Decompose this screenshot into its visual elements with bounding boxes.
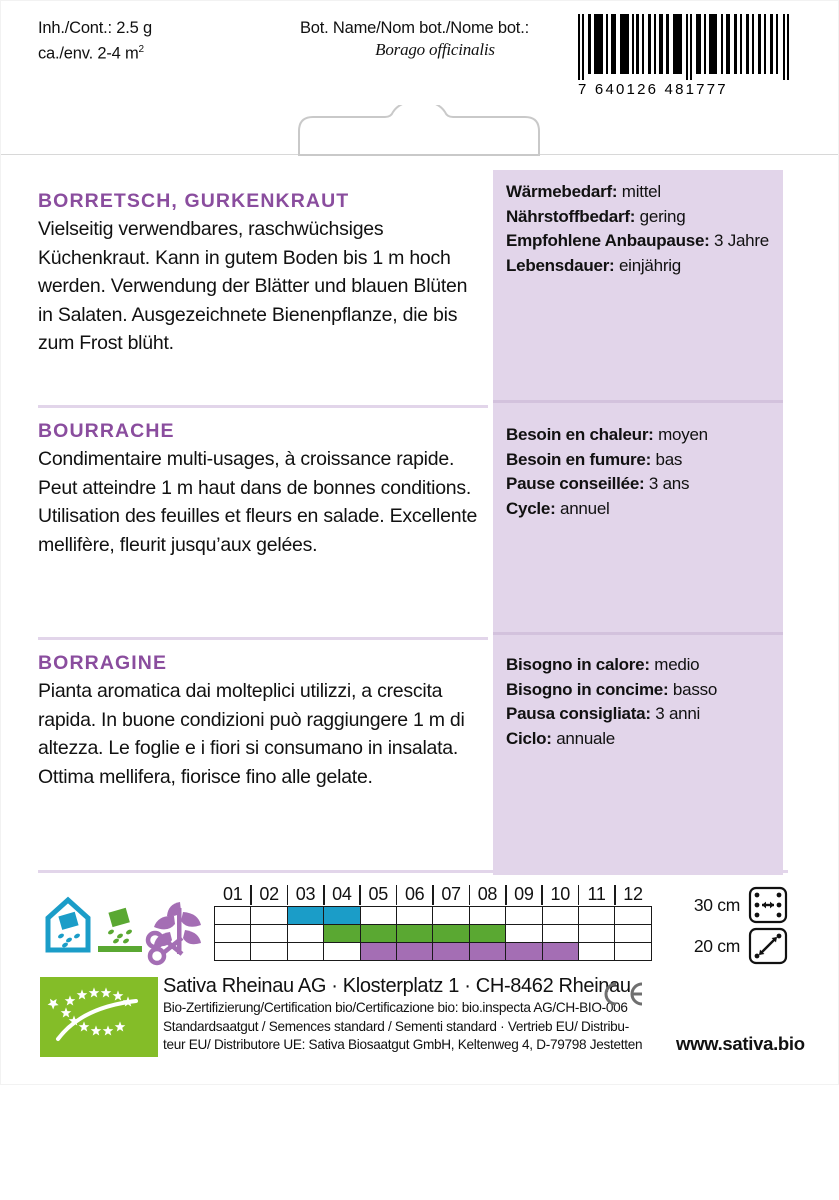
info-row: Cycle: annuel: [506, 498, 610, 518]
calendar-month-label: 09: [506, 882, 542, 907]
calendar-cell: [251, 907, 287, 925]
calendar-cell: [542, 943, 578, 961]
calendar-cell: [215, 907, 251, 925]
calendar-row-harvest: [215, 943, 652, 961]
calendar-cell: [396, 925, 432, 943]
info-block-fr: [506, 423, 778, 521]
plant-distance-icon: [748, 927, 788, 965]
content-area-line: ca./env. 2-4 $m^2$: [38, 44, 144, 63]
square-meter-exponent: 2: [138, 44, 144, 55]
calendar-cell: [506, 943, 542, 961]
info-row: Pause conseillée: 3 ans: [506, 474, 690, 493]
calendar-cell: [615, 925, 651, 943]
info-row: Empfohlene Anbaupause: 3 Jahre: [506, 231, 769, 250]
description-text-fr: Condimentaire multi-usages, à croissance rapide. Peut atteindre 1 m haut dans de bonnes conditions. Utilisation des feuilles et fleurs en salade. Excellente mellifère, fleurit jusqu’aux gelées.: [38, 448, 478, 556]
info-block-de: [506, 180, 778, 278]
sow-indoors-icon: [48, 900, 88, 950]
calendar-month-label: 06: [396, 882, 432, 907]
calendar-cell: [578, 943, 614, 961]
eu-organic-leaf-icon: [40, 977, 158, 1057]
calendar-cell: [215, 943, 251, 961]
calendar-month-label: 02: [251, 882, 287, 907]
sowing-calendar-section: [0, 880, 839, 975]
calendar-month-label: 08: [469, 882, 505, 907]
info-row: Ciclo: annuale: [506, 728, 615, 748]
manufacturer-address-block: [163, 973, 663, 1055]
row-spacing-label: 30 cm: [693, 894, 740, 915]
calendar-cell: [360, 925, 396, 943]
calendar-cell: [396, 907, 432, 925]
section-divider-it: [38, 637, 488, 640]
calendar-cell: [542, 907, 578, 925]
calendar-cell: [615, 907, 651, 925]
barcode-number: 7 640126 481777: [578, 81, 728, 98]
calendar-cell: [469, 943, 505, 961]
calendar-cell: [215, 925, 251, 943]
calendar-month-label: 01: [215, 882, 251, 907]
growth-stage-icons: [42, 888, 212, 966]
calendar-month-label: 11: [578, 882, 614, 907]
euro-hang-hole: [297, 105, 542, 157]
eu-distributor-line: teur EU/ Distributore UE: Sativa Biosaatgut GmbH, Keltenweg 4, D-79798 Jestetten: [163, 1037, 643, 1052]
plant-spacing-label: 20 cm: [693, 935, 740, 956]
calendar-cell: [324, 925, 360, 943]
section-divider-calendar: [38, 870, 788, 873]
seed-standard-line: Standardsaatgut / Semences standard / Sementi standard · Vertrieb EU/ Distribu-: [163, 1018, 629, 1034]
calendar-row-sow-outdoors: [215, 925, 652, 943]
plant-name-fr: BOURRACHE: [38, 420, 175, 442]
calendar-cell: [542, 925, 578, 943]
calendar-cell: [287, 907, 323, 925]
cultivation-info-panel: [493, 170, 783, 875]
calendar-month-header: [215, 882, 652, 907]
calendar-grid: [214, 882, 652, 961]
info-row: Besoin en chaleur: moyen: [506, 425, 708, 444]
calendar-cell: [578, 925, 614, 943]
barcode-block: [578, 14, 813, 98]
calendar-cell: [251, 925, 287, 943]
company-line: Sativa Rheinau AG · Klosterplatz 1 · CH-8462 Rheinau: [163, 975, 631, 997]
barcode-image: [578, 14, 806, 80]
description-text-it: Pianta aromatica dai molteplici utilizzi, a crescita rapida. In buone condizioni può raggiungere 1 m di altezza. Le foglie e i fiori si consumano in insalata. Ottima mellifera, fiorisce fino alle gelate.: [38, 680, 465, 788]
calendar-month-label: 07: [433, 882, 469, 907]
calendar-month-label: 05: [360, 882, 396, 907]
description-text-de: Vielseitig verwendbares, raschwüchsiges Küchenkraut. Kann in gutem Boden bis 1 m hoch werden. Verwendung der Blätter und blauen Blüten in Salaten. Ausgezeichnete Bienenpflanze, die bis zum Frost blüht.: [38, 218, 468, 354]
harvest-icon: [148, 902, 201, 963]
calendar-cell: [360, 907, 396, 925]
description-block-it: [38, 652, 486, 791]
calendar-month-label: 03: [287, 882, 323, 907]
calendar-cell: [469, 925, 505, 943]
calendar-month-label: 12: [615, 882, 651, 907]
info-row: Nährstoffbedarf: gering: [506, 206, 686, 226]
info-row: Pausa consigliata: 3 anni: [506, 704, 701, 723]
calendar-cell: [615, 943, 651, 961]
botanical-name-value: Borago officinalis: [375, 40, 495, 59]
ce-mark-icon: [598, 981, 646, 1007]
info-row: Bisogno in concime: basso: [506, 679, 718, 699]
section-divider-fr: [38, 405, 488, 408]
info-block-it: [506, 653, 778, 751]
calendar-cell: [506, 925, 542, 943]
calendar-cell: [324, 907, 360, 925]
info-row: Bisogno in calore: medio: [506, 655, 700, 674]
calendar-cell: [578, 907, 614, 925]
calendar-row-sow-indoors: [215, 907, 652, 925]
certification-line: Bio-Zertifizierung/Certification bio/Certificazione bio: bio.inspecta AG/CH-BIO-006: [163, 1000, 628, 1015]
content-weight-line: Inh./Cont.: 2.5 g: [38, 19, 153, 37]
calendar-cell: [469, 907, 505, 925]
calendar-cell: [287, 943, 323, 961]
calendar-cell: [433, 907, 469, 925]
website-url[interactable]: www.sativa.bio: [676, 1033, 805, 1054]
plant-spacing-row: [672, 927, 822, 965]
info-row: Besoin en fumure: bas: [506, 449, 683, 469]
packet-footer: [0, 975, 839, 1085]
calendar-month-label: 10: [542, 882, 578, 907]
calendar-cell: [251, 943, 287, 961]
botanical-name-block: [300, 17, 570, 61]
calendar-cell: [396, 943, 432, 961]
plant-spacing-block: [672, 886, 822, 968]
calendar-cell: [287, 925, 323, 943]
plant-name-de: BORRETSCH, GURKENKRAUT: [38, 190, 350, 212]
row-spacing-row: [672, 886, 822, 924]
content-weight-info: [38, 17, 152, 65]
calendar-cell: [433, 925, 469, 943]
calendar-cell: [506, 907, 542, 925]
description-block-fr: [38, 420, 486, 559]
info-row: Wärmebedarf: mittel: [506, 182, 661, 201]
calendar-cell: [433, 943, 469, 961]
plant-name-it: BORRAGINE: [38, 652, 168, 674]
row-distance-icon: [748, 886, 788, 924]
calendar-month-label: 04: [324, 882, 360, 907]
sow-outdoors-icon: [98, 908, 142, 952]
info-row: Lebensdauer: einjährig: [506, 255, 681, 275]
calendar-cell: [360, 943, 396, 961]
panel-divider-fr: [493, 400, 783, 403]
botanical-name-label: Bot. Name/Nom bot./Nome bot.:: [300, 19, 529, 37]
calendar-cell: [324, 943, 360, 961]
description-block-de: [38, 190, 486, 358]
panel-divider-it: [493, 632, 783, 635]
sowing-calendar-table: [214, 882, 652, 961]
